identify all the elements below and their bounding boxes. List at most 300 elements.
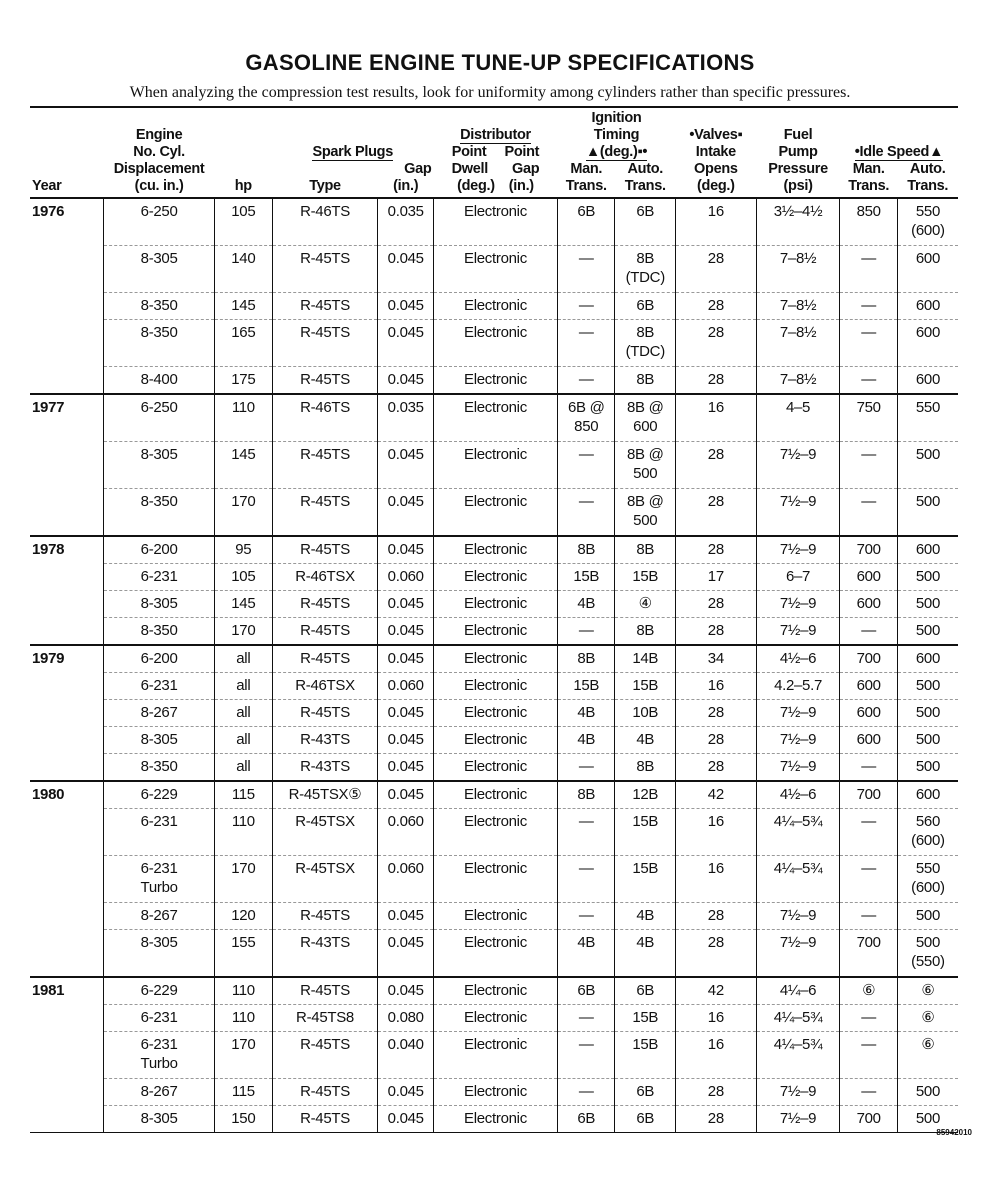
cell-fuel-pressure: 3½–4½: [756, 198, 840, 246]
header-deg: ▲(deg.)▪•: [585, 144, 648, 160]
cell-year: [30, 1032, 104, 1079]
cell-timing-man: 15B: [558, 564, 615, 591]
cell-timing-man: —: [558, 442, 615, 489]
cell-engine: 8-305: [104, 1106, 215, 1133]
table-row: [30, 673, 958, 700]
cell-timing-man: —: [558, 754, 615, 782]
cell-distributor: Electronic: [433, 1005, 557, 1032]
table-row: [30, 645, 958, 673]
cell-timing-man: 4B: [558, 700, 615, 727]
cell-year: [30, 727, 104, 754]
cell-idle-man: —: [840, 809, 897, 856]
cell-plug-gap: 0.045: [378, 1079, 433, 1106]
table-row: [30, 198, 958, 246]
cell-engine: 8-305: [104, 246, 215, 293]
header-pump: Pump: [778, 144, 818, 160]
header-hp: hp: [215, 178, 272, 198]
header-pressure: Pressure: [768, 161, 828, 177]
cell-plug-gap: 0.045: [378, 700, 433, 727]
cell-hp: 110: [215, 809, 272, 856]
cell-distributor: Electronic: [433, 198, 557, 246]
cell-hp: all: [215, 645, 272, 673]
cell-idle-man: ⑥: [840, 977, 897, 1005]
cell-fuel-pressure: 4¼–5¾: [756, 1005, 840, 1032]
table-row: [30, 367, 958, 395]
cell-fuel-pressure: 4½–6: [756, 781, 840, 809]
cell-plug-type: R-46TS: [272, 394, 378, 442]
cell-distributor: Electronic: [433, 442, 557, 489]
cell-year: [30, 442, 104, 489]
cell-hp: 145: [215, 293, 272, 320]
cell-timing-man: —: [558, 489, 615, 537]
cell-timing-man: 15B: [558, 673, 615, 700]
table-row: [30, 1005, 958, 1032]
cell-engine: 8-267: [104, 700, 215, 727]
table-row: [30, 1032, 958, 1079]
header-cuin: (cu. in.): [104, 178, 215, 198]
cell-year: 1977: [30, 394, 104, 442]
cell-distributor: Electronic: [433, 700, 557, 727]
cell-plug-gap: 0.045: [378, 246, 433, 293]
cell-valve-opens: 28: [676, 930, 757, 978]
cell-plug-type: R-46TSX: [272, 564, 378, 591]
cell-fuel-pressure: 7–8½: [756, 293, 840, 320]
cell-fuel-pressure: 7½–9: [756, 700, 840, 727]
cell-timing-auto: 6B: [615, 1079, 676, 1106]
cell-plug-type: R-45TS: [272, 489, 378, 537]
cell-idle-auto: 600: [897, 246, 958, 293]
header-in: (in.): [378, 178, 433, 198]
cell-engine: 6-200: [104, 645, 215, 673]
cell-plug-type: R-45TS: [272, 293, 378, 320]
cell-valve-opens: 28: [676, 536, 757, 564]
cell-fuel-pressure: 7–8½: [756, 246, 840, 293]
table-row: [30, 1106, 958, 1133]
cell-year: [30, 856, 104, 903]
cell-timing-man: —: [558, 809, 615, 856]
cell-timing-auto: 6B: [615, 293, 676, 320]
cell-timing-auto: 15B: [615, 1005, 676, 1032]
cell-valve-opens: 28: [676, 367, 757, 395]
header-auto2: Auto.: [909, 161, 946, 177]
cell-year: [30, 673, 104, 700]
cell-valve-opens: 16: [676, 809, 757, 856]
table-row: [30, 536, 958, 564]
cell-distributor: Electronic: [433, 754, 557, 782]
table-row: [30, 809, 958, 856]
cell-year: 1976: [32, 203, 65, 220]
cell-distributor: Electronic: [433, 645, 557, 673]
cell-valve-opens: 42: [676, 977, 757, 1005]
cell-plug-type: R-45TSX: [272, 809, 378, 856]
divider: [30, 106, 958, 108]
cell-timing-man: —: [558, 903, 615, 930]
cell-plug-gap: 0.045: [378, 442, 433, 489]
cell-plug-gap: 0.045: [378, 754, 433, 782]
cell-timing-auto: 4B: [615, 903, 676, 930]
cell-plug-type: R-45TS: [272, 1106, 378, 1133]
cell-plug-gap: 0.045: [378, 727, 433, 754]
cell-fuel-pressure: 4¼–5¾: [756, 1032, 840, 1079]
table-row: [30, 246, 958, 293]
cell-idle-man: 700: [840, 1106, 897, 1133]
cell-fuel-pressure: 4¼–5¾: [756, 809, 840, 856]
cell-engine: 8-400: [104, 367, 215, 395]
cell-engine: 6-231: [104, 809, 215, 856]
header-trans: Trans.: [558, 178, 615, 198]
cell-plug-type: R-45TS: [272, 591, 378, 618]
cell-plug-type: R-45TSX: [272, 856, 378, 903]
header-intake: Intake: [695, 144, 736, 160]
cell-timing-auto: 8B @ 500: [615, 442, 676, 489]
header-trans2: Trans.: [615, 178, 676, 198]
cell-plug-type: R-45TS: [272, 536, 378, 564]
cell-engine: 8-305: [104, 930, 215, 978]
cell-year: [30, 320, 104, 367]
table-row: [30, 727, 958, 754]
cell-idle-auto: 600: [897, 293, 958, 320]
cell-idle-auto: 600: [897, 320, 958, 367]
cell-valve-opens: 28: [676, 591, 757, 618]
table-row: [30, 977, 958, 1005]
cell-distributor: Electronic: [433, 394, 557, 442]
cell-year: [30, 564, 104, 591]
cell-timing-auto: 15B: [615, 1032, 676, 1079]
cell-distributor: Electronic: [433, 564, 557, 591]
cell-year: [30, 809, 104, 856]
cell-hp: 110: [215, 977, 272, 1005]
cell-idle-auto: 500: [897, 1079, 958, 1106]
cell-fuel-pressure: 4–5: [756, 394, 840, 442]
table-header: [30, 110, 958, 198]
cell-hp: 170: [215, 856, 272, 903]
cell-valve-opens: 28: [676, 754, 757, 782]
table-row: [30, 903, 958, 930]
table-row: [30, 442, 958, 489]
cell-distributor: Electronic: [433, 1106, 557, 1133]
cell-engine: 6-229: [104, 977, 215, 1005]
cell-idle-man: 850: [840, 198, 897, 246]
cell-timing-auto: 15B: [615, 856, 676, 903]
cell-fuel-pressure: 6–7: [756, 564, 840, 591]
cell-year: [30, 700, 104, 727]
cell-fuel-pressure: 4¼–5¾: [756, 856, 840, 903]
cell-hp: 175: [215, 367, 272, 395]
cell-hp: 165: [215, 320, 272, 367]
cell-idle-man: —: [840, 293, 897, 320]
cell-timing-auto: 15B: [615, 673, 676, 700]
cell-idle-auto: 500: [897, 700, 958, 727]
cell-timing-auto: 8B @ 600: [615, 394, 676, 442]
cell-year: 1979: [30, 645, 104, 673]
header-displacement: Displacement: [113, 161, 205, 177]
cell-valve-opens: 28: [676, 442, 757, 489]
cell-timing-man: 4B: [558, 591, 615, 618]
cell-idle-auto: 500: [897, 618, 958, 646]
cell-engine: 6-250: [104, 198, 215, 246]
cell-distributor: Electronic: [433, 930, 557, 978]
cell-idle-auto: 500: [897, 727, 958, 754]
header-engine: Engine: [135, 127, 183, 143]
cell-timing-auto: ④: [615, 591, 676, 618]
cell-idle-auto: 550 (600): [897, 856, 958, 903]
cell-hp: 115: [215, 781, 272, 809]
figure-code: 85942010: [936, 1128, 972, 1137]
cell-distributor: Electronic: [433, 977, 557, 1005]
cell-timing-man: —: [558, 1005, 615, 1032]
cell-timing-auto: 8B (TDC): [615, 246, 676, 293]
table-row: [30, 394, 958, 442]
cell-year: [30, 1079, 104, 1106]
cell-idle-man: —: [840, 903, 897, 930]
cell-idle-man: —: [840, 367, 897, 395]
cell-timing-auto: 8B: [615, 754, 676, 782]
cell-fuel-pressure: 4.2–5.7: [756, 673, 840, 700]
table-body: [30, 198, 958, 1133]
cell-plug-gap: 0.045: [378, 536, 433, 564]
cell-timing-man: 6B: [558, 977, 615, 1005]
cell-plug-type: R-45TS: [272, 700, 378, 727]
cell-idle-auto: 500: [897, 442, 958, 489]
cell-plug-gap: 0.035: [378, 394, 433, 442]
cell-year: [30, 903, 104, 930]
cell-plug-type: R-45TS: [272, 977, 378, 1005]
cell-year: [30, 246, 104, 293]
cell-fuel-pressure: 7½–9: [756, 754, 840, 782]
cell-year: [30, 1005, 104, 1032]
cell-fuel-pressure: 7–8½: [756, 367, 840, 395]
cell-year: 1980: [30, 781, 104, 809]
table-row: [30, 1079, 958, 1106]
cell-valve-opens: 16: [676, 1005, 757, 1032]
cell-timing-auto: 8B @ 500: [615, 489, 676, 537]
cell-idle-auto: ⑥: [897, 977, 958, 1005]
cell-timing-man: —: [558, 320, 615, 367]
cell-engine: 6-231: [104, 1005, 215, 1032]
cell-valve-opens: 16: [676, 394, 757, 442]
cell-idle-auto: 600: [897, 536, 958, 564]
cell-valve-opens: 16: [676, 1032, 757, 1079]
page-title: GASOLINE ENGINE TUNE-UP SPECIFICATIONS: [245, 50, 755, 75]
table-row: [30, 293, 958, 320]
cell-idle-man: 600: [840, 564, 897, 591]
header-deg2: (deg.): [676, 178, 757, 198]
cell-plug-gap: 0.045: [378, 645, 433, 673]
cell-plug-gap: 0.045: [378, 903, 433, 930]
cell-idle-auto: 500: [897, 591, 958, 618]
header-auto: Auto.: [627, 161, 664, 177]
cell-valve-opens: 17: [676, 564, 757, 591]
header-deg-in: (deg.) (in.): [433, 178, 557, 198]
cell-hp: 95: [215, 536, 272, 564]
cell-valve-opens: 16: [676, 673, 757, 700]
cell-plug-gap: 0.045: [378, 489, 433, 537]
header-dwell-gap: Dwell Gap: [451, 161, 540, 177]
cell-valve-opens: 16: [676, 198, 757, 246]
cell-timing-man: —: [558, 246, 615, 293]
cell-plug-gap: 0.060: [378, 856, 433, 903]
cell-distributor: Electronic: [433, 809, 557, 856]
cell-plug-gap: 0.060: [378, 673, 433, 700]
cell-year: [30, 1106, 104, 1133]
cell-idle-auto: 560 (600): [897, 809, 958, 856]
cell-timing-auto: 8B: [615, 618, 676, 646]
cell-hp: 105: [215, 198, 272, 246]
cell-idle-man: —: [840, 442, 897, 489]
cell-valve-opens: 28: [676, 903, 757, 930]
cell-timing-auto: 8B: [615, 536, 676, 564]
cell-distributor: Electronic: [433, 489, 557, 537]
cell-timing-man: —: [558, 1079, 615, 1106]
cell-hp: 110: [215, 394, 272, 442]
cell-fuel-pressure: 7½–9: [756, 727, 840, 754]
cell-hp: 120: [215, 903, 272, 930]
cell-idle-auto: 600: [897, 645, 958, 673]
header-opens: Opens: [694, 161, 738, 177]
cell-idle-auto: 550 (600): [897, 198, 958, 246]
cell-valve-opens: 28: [676, 320, 757, 367]
cell-timing-man: —: [558, 856, 615, 903]
cell-fuel-pressure: 7½–9: [756, 1079, 840, 1106]
cell-plug-type: R-43TS: [272, 727, 378, 754]
header-distributor: Distributor: [460, 127, 531, 143]
cell-hp: 140: [215, 246, 272, 293]
cell-hp: 110: [215, 1005, 272, 1032]
cell-plug-type: R-43TS: [272, 754, 378, 782]
cell-distributor: Electronic: [433, 320, 557, 367]
cell-idle-man: 600: [840, 727, 897, 754]
cell-engine: 8-267: [104, 903, 215, 930]
cell-plug-type: R-45TS: [272, 1079, 378, 1106]
cell-engine: 8-350: [104, 293, 215, 320]
cell-distributor: Electronic: [433, 367, 557, 395]
header-ignition: Ignition: [591, 110, 642, 126]
cell-fuel-pressure: 7½–9: [756, 442, 840, 489]
cell-timing-auto: 14B: [615, 645, 676, 673]
cell-valve-opens: 28: [676, 1079, 757, 1106]
cell-plug-type: R-46TSX: [272, 673, 378, 700]
cell-idle-auto: 550: [897, 394, 958, 442]
cell-timing-man: 6B: [558, 1106, 615, 1133]
table-row: [30, 781, 958, 809]
cell-idle-auto: 500: [897, 1106, 958, 1133]
cell-idle-man: —: [840, 489, 897, 537]
header-no-cyl: No. Cyl.: [133, 144, 185, 160]
table-row: [30, 856, 958, 903]
cell-plug-gap: 0.045: [378, 618, 433, 646]
cell-timing-auto: 10B: [615, 700, 676, 727]
cell-valve-opens: 28: [676, 489, 757, 537]
cell-plug-gap: 0.045: [378, 781, 433, 809]
cell-year: [30, 618, 104, 646]
cell-plug-type: R-46TS: [272, 198, 378, 246]
cell-distributor: Electronic: [433, 1032, 557, 1079]
cell-year: 1978: [30, 536, 104, 564]
header-man2: Man.: [852, 161, 885, 177]
cell-timing-man: 8B: [558, 536, 615, 564]
cell-idle-man: —: [840, 618, 897, 646]
cell-engine: 8-350: [104, 320, 215, 367]
cell-timing-auto: 15B: [615, 564, 676, 591]
cell-fuel-pressure: 7½–9: [756, 591, 840, 618]
cell-engine: 6-231: [104, 564, 215, 591]
cell-hp: 105: [215, 564, 272, 591]
cell-timing-auto: 8B (TDC): [615, 320, 676, 367]
cell-hp: 170: [215, 618, 272, 646]
cell-idle-man: —: [840, 754, 897, 782]
cell-idle-auto: 600: [897, 781, 958, 809]
header-valves: •Valves▪: [689, 127, 743, 143]
header-man: Man.: [570, 161, 603, 177]
cell-year: 1981: [30, 977, 104, 1005]
table-row: [30, 754, 958, 782]
cell-fuel-pressure: 7½–9: [756, 489, 840, 537]
cell-engine: 6-229: [104, 781, 215, 809]
cell-fuel-pressure: 7½–9: [756, 618, 840, 646]
cell-engine: 8-305: [104, 442, 215, 489]
cell-distributor: Electronic: [433, 618, 557, 646]
cell-timing-auto: 8B: [615, 367, 676, 395]
cell-distributor: Electronic: [433, 673, 557, 700]
cell-engine: 6-231 Turbo: [104, 1032, 215, 1079]
cell-timing-man: 4B: [558, 727, 615, 754]
cell-fuel-pressure: 7½–9: [756, 930, 840, 978]
cell-fuel-pressure: 7–8½: [756, 320, 840, 367]
cell-plug-type: R-45TS: [272, 442, 378, 489]
cell-timing-auto: 6B: [615, 1106, 676, 1133]
cell-distributor: Electronic: [433, 856, 557, 903]
table-row: [30, 320, 958, 367]
cell-timing-man: 8B: [558, 645, 615, 673]
cell-engine: 6-200: [104, 536, 215, 564]
cell-plug-type: R-45TS: [272, 618, 378, 646]
cell-fuel-pressure: 4½–6: [756, 645, 840, 673]
cell-distributor: Electronic: [433, 246, 557, 293]
cell-idle-auto: 500 (550): [897, 930, 958, 978]
header-gap: Gap: [404, 161, 432, 177]
cell-hp: 170: [215, 1032, 272, 1079]
cell-idle-man: —: [840, 1032, 897, 1079]
cell-engine: 8-267: [104, 1079, 215, 1106]
header-trans4: Trans.: [897, 178, 958, 198]
header-trans3: Trans.: [840, 178, 897, 198]
table-row: [30, 591, 958, 618]
cell-valve-opens: 28: [676, 727, 757, 754]
cell-valve-opens: 28: [676, 618, 757, 646]
cell-plug-type: R-43TS: [272, 930, 378, 978]
table-row: [30, 489, 958, 537]
cell-plug-gap: 0.045: [378, 367, 433, 395]
header-spark-plugs: Spark Plugs: [312, 144, 393, 160]
cell-plug-type: R-45TS: [272, 903, 378, 930]
cell-plug-gap: 0.045: [378, 930, 433, 978]
cell-year: [30, 930, 104, 978]
cell-hp: 115: [215, 1079, 272, 1106]
cell-timing-man: 4B: [558, 930, 615, 978]
header-idle-speed: •Idle Speed▲: [854, 144, 944, 160]
cell-valve-opens: 34: [676, 645, 757, 673]
cell-engine: 8-350: [104, 618, 215, 646]
cell-distributor: Electronic: [433, 591, 557, 618]
cell-hp: 145: [215, 442, 272, 489]
cell-plug-gap: 0.060: [378, 564, 433, 591]
cell-engine: 8-305: [104, 591, 215, 618]
cell-year: [30, 754, 104, 782]
cell-valve-opens: 28: [676, 700, 757, 727]
cell-hp: all: [215, 727, 272, 754]
cell-valve-opens: 28: [676, 246, 757, 293]
table-row: [30, 564, 958, 591]
